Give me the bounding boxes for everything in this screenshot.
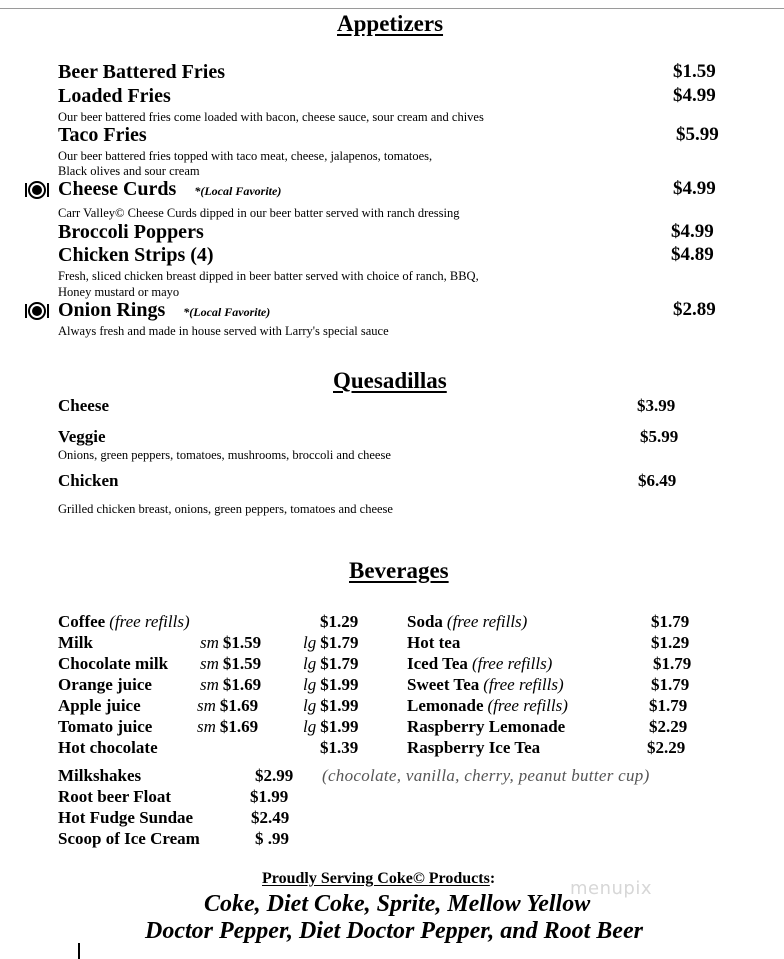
menu-item-heading <box>58 299 270 322</box>
beverage-name: Hot chocolate <box>58 738 158 757</box>
beverage-large <box>303 654 358 674</box>
menu-item-price: $5.99 <box>676 124 719 145</box>
beverage-name: Orange juice <box>58 675 152 694</box>
menu-item-name: Veggie <box>58 427 106 446</box>
coke-products-line-2: Doctor Pepper, Diet Doctor Pepper, and Root Beer <box>145 918 643 944</box>
menu-item-description: Our beer battered fries come loaded with bacon, cheese sauce, sour cream and chives <box>58 110 484 124</box>
beverage-price: $1.29 <box>651 633 690 652</box>
beverage-large <box>303 675 358 695</box>
beverage-small <box>197 696 258 716</box>
top-divider <box>0 8 784 9</box>
beverage-price: $1.79 <box>651 675 690 694</box>
dessert-name: Hot Fudge Sundae <box>58 808 194 827</box>
beverage-large <box>303 696 358 716</box>
beverage-name: Soda <box>407 612 443 631</box>
menu-item-name: Broccoli Poppers <box>58 221 204 243</box>
appetizers-title: Appetizers <box>337 11 444 36</box>
dessert-price: $2.49 <box>251 808 290 827</box>
beverage-price: $1.79 <box>653 654 692 673</box>
coke-heading-colon: : <box>489 870 496 887</box>
beverage-name: Coffee <box>58 612 106 631</box>
beverage-price: $2.29 <box>649 717 688 736</box>
coke-heading-row <box>262 870 495 888</box>
beverage-price: $1.99 <box>320 717 359 736</box>
milkshake-flavors: (chocolate, vanilla, cherry, peanut butter cup) <box>322 766 650 785</box>
beverage-name: Raspberry Ice Tea <box>407 738 541 757</box>
watermark: menupix <box>570 878 653 899</box>
menu-item-description: Onions, green peppers, tomatoes, mushrooms, broccoli and cheese <box>58 448 391 462</box>
menu-item-price: $6.49 <box>638 471 677 490</box>
beverage-price: $1.79 <box>651 612 690 631</box>
size-label: sm <box>197 717 216 736</box>
size-label: lg <box>303 717 317 736</box>
dessert-price: $2.99 <box>255 766 294 785</box>
menu-item-name: Beer Battered Fries <box>58 61 225 83</box>
plate-icon <box>24 301 50 321</box>
menu-item-description: Honey mustard or mayo <box>58 285 180 299</box>
beverage-row <box>407 654 552 674</box>
coke-products-line-1: Coke, Diet Coke, Sprite, Mellow Yellow <box>204 891 591 917</box>
menu-item-description: Grilled chicken breast, onions, green peppers, tomatoes and cheese <box>58 502 393 516</box>
dessert-name: Root beer Float <box>58 787 171 806</box>
menu-item-price: $5.99 <box>640 427 679 446</box>
size-label: sm <box>200 654 219 673</box>
menu-item-price: $1.59 <box>673 61 716 82</box>
menu-item-name: Chicken Strips (4) <box>58 244 214 266</box>
menu-item-price: $4.89 <box>671 244 714 265</box>
menu-item-name: Taco Fries <box>58 124 147 146</box>
beverage-note: (free refills) <box>109 612 190 631</box>
coke-heading: Proudly Serving Coke© Products <box>262 870 490 887</box>
beverage-row <box>407 696 568 716</box>
menu-item-heading <box>58 178 281 201</box>
beverage-name: Iced Tea <box>407 654 468 673</box>
quesadillas-title: Quesadillas <box>333 368 447 393</box>
beverage-row <box>58 612 190 632</box>
beverage-price: $1.39 <box>320 738 359 757</box>
beverage-price: $1.59 <box>222 633 262 652</box>
beverage-price: $1.69 <box>222 675 262 694</box>
menu-item-name: Loaded Fries <box>58 85 171 107</box>
beverage-row <box>407 675 564 695</box>
dessert-name: Scoop of Ice Cream <box>58 829 200 848</box>
beverage-name: Tomato juice <box>58 717 153 736</box>
menu-item-name: Chicken <box>58 471 119 490</box>
beverage-small <box>200 633 261 653</box>
beverage-name: Lemonade <box>407 696 484 715</box>
beverage-name: Sweet Tea <box>407 675 480 694</box>
beverage-small <box>200 654 261 674</box>
beverage-name: Chocolate milk <box>58 654 169 673</box>
size-label: sm <box>197 696 216 715</box>
beverage-price: $1.79 <box>649 696 688 715</box>
beverage-name: Apple juice <box>58 696 141 715</box>
beverage-row <box>407 612 527 632</box>
menu-item-name: Cheese <box>58 396 109 415</box>
beverage-name: Milk <box>58 633 93 652</box>
menu-item-description: Black olives and sour cream <box>58 164 200 178</box>
beverage-price: $1.79 <box>320 654 359 673</box>
menu-item-name: Onion Rings <box>58 299 166 321</box>
local-favorite-tag: *(Local Favorite) <box>183 305 271 319</box>
size-label: lg <box>303 654 317 673</box>
size-label: sm <box>200 633 219 652</box>
local-favorite-tag: *(Local Favorite) <box>194 184 282 198</box>
beverage-small <box>200 675 261 695</box>
size-label: lg <box>303 633 317 652</box>
beverage-price: $2.29 <box>647 738 686 757</box>
beverage-price: $1.69 <box>219 717 259 736</box>
menu-item-price: $3.99 <box>637 396 676 415</box>
beverage-note: (free refills) <box>487 696 568 715</box>
beverage-price: $1.29 <box>320 612 359 631</box>
beverage-note: (free refills) <box>446 612 528 631</box>
size-label: lg <box>303 675 317 694</box>
size-label: sm <box>200 675 219 694</box>
dessert-price: $ .99 <box>255 829 289 848</box>
menu-item-name: Cheese Curds <box>58 178 177 200</box>
beverage-note: (free refills) <box>483 675 564 694</box>
menu-item-description: Carr Valley© Cheese Curds dipped in our beer batter served with ranch dressing <box>58 206 460 220</box>
beverage-price: $1.59 <box>222 654 262 673</box>
beverage-price: $1.79 <box>320 633 359 652</box>
dessert-price: $1.99 <box>250 787 289 806</box>
beverage-large <box>303 717 358 737</box>
menu-item-description: Our beer battered fries topped with taco meat, cheese, jalapenos, tomatoes, <box>58 149 433 163</box>
menu-item-price: $2.89 <box>673 299 716 320</box>
menu-item-price: $4.99 <box>673 85 716 106</box>
menu-item-price: $4.99 <box>673 178 716 199</box>
menu-item-price: $4.99 <box>671 221 714 242</box>
menu-item-description: Fresh, sliced chicken breast dipped in beer batter served with choice of ranch, BBQ, <box>58 269 479 283</box>
beverage-price: $1.99 <box>320 696 359 715</box>
beverage-small <box>197 717 258 737</box>
beverage-note: (free refills) <box>471 654 553 673</box>
edge-mark <box>78 943 80 959</box>
beverage-price: $1.99 <box>320 675 359 694</box>
dessert-name: Milkshakes <box>58 766 142 785</box>
menu-item-description: Always fresh and made in house served with Larry's special sauce <box>58 324 389 338</box>
beverages-title: Beverages <box>349 558 449 583</box>
beverage-price: $1.69 <box>219 696 259 715</box>
beverage-large <box>303 633 358 653</box>
plate-icon <box>24 180 50 200</box>
beverage-name: Hot tea <box>407 633 461 652</box>
beverage-name: Raspberry Lemonade <box>407 717 566 736</box>
size-label: lg <box>303 696 317 715</box>
